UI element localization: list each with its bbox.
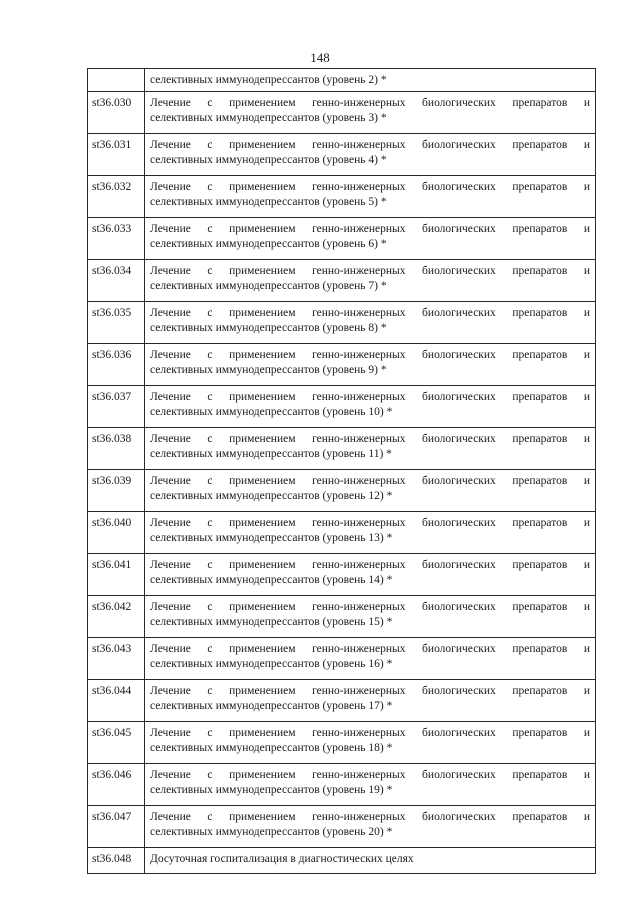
table-row bbox=[88, 218, 596, 260]
description-text: селективных иммунодепрессантов (уровень 5) * bbox=[150, 196, 387, 208]
description-text: Лечение с применением генно-инженерных биологических препаратов и bbox=[150, 265, 590, 277]
code-cell: st36.047 bbox=[88, 806, 145, 848]
table-row bbox=[88, 554, 596, 596]
tariff-table-body bbox=[88, 69, 596, 874]
table-row bbox=[88, 134, 596, 176]
table-row bbox=[88, 596, 596, 638]
description-text: Лечение с применением генно-инженерных биологических препаратов и bbox=[150, 307, 590, 319]
table-row bbox=[88, 764, 596, 806]
description-cell bbox=[145, 764, 596, 806]
table-row bbox=[88, 512, 596, 554]
description-text: Лечение с применением генно-инженерных биологических препаратов и bbox=[150, 475, 590, 487]
code-cell: st36.036 bbox=[88, 344, 145, 386]
table-row bbox=[88, 680, 596, 722]
description-text: селективных иммунодепрессантов (уровень 4) * bbox=[150, 154, 387, 166]
table-row bbox=[88, 638, 596, 680]
table-row bbox=[88, 92, 596, 134]
description-text: селективных иммунодепрессантов (уровень 9) * bbox=[150, 364, 387, 376]
description-text: селективных иммунодепрессантов (уровень 11) * bbox=[150, 448, 392, 460]
code-cell: st36.045 bbox=[88, 722, 145, 764]
code-cell: st36.031 bbox=[88, 134, 145, 176]
description-cell bbox=[145, 806, 596, 848]
code-cell: st36.037 bbox=[88, 386, 145, 428]
description-text: Лечение с применением генно-инженерных биологических препаратов и bbox=[150, 811, 590, 823]
description-text: Лечение с применением генно-инженерных биологических препаратов и bbox=[150, 223, 590, 235]
description-text: селективных иммунодепрессантов (уровень 17) * bbox=[150, 700, 393, 712]
description-cell bbox=[145, 260, 596, 302]
description-cell bbox=[145, 69, 596, 92]
description-text: селективных иммунодепрессантов (уровень 7) * bbox=[150, 280, 387, 292]
description-text: Лечение с применением генно-инженерных биологических препаратов и bbox=[150, 433, 590, 445]
page-number: 148 bbox=[310, 50, 330, 65]
code-cell: st36.039 bbox=[88, 470, 145, 512]
table-row bbox=[88, 848, 596, 874]
description-cell bbox=[145, 428, 596, 470]
code-cell: st36.033 bbox=[88, 218, 145, 260]
description-text: селективных иммунодепрессантов (уровень 18) * bbox=[150, 742, 393, 754]
table-row bbox=[88, 470, 596, 512]
description-cell bbox=[145, 512, 596, 554]
code-cell: st36.035 bbox=[88, 302, 145, 344]
code-cell: st36.034 bbox=[88, 260, 145, 302]
code-cell: st36.044 bbox=[88, 680, 145, 722]
description-cell bbox=[145, 554, 596, 596]
description-text: селективных иммунодепрессантов (уровень 8) * bbox=[150, 322, 387, 334]
description-cell bbox=[145, 218, 596, 260]
description-text: селективных иммунодепрессантов (уровень 3) * bbox=[150, 112, 387, 124]
description-text: Лечение с применением генно-инженерных биологических препаратов и bbox=[150, 139, 590, 151]
code-cell: st36.040 bbox=[88, 512, 145, 554]
description-text: Лечение с применением генно-инженерных биологических препаратов и bbox=[150, 601, 590, 613]
description-cell bbox=[145, 302, 596, 344]
description-cell bbox=[145, 386, 596, 428]
table-row bbox=[88, 69, 596, 92]
code-cell: st36.032 bbox=[88, 176, 145, 218]
table-row bbox=[88, 386, 596, 428]
description-cell bbox=[145, 134, 596, 176]
description-cell bbox=[145, 638, 596, 680]
description-text: Досуточная госпитализация в диагностических целях bbox=[150, 853, 414, 865]
description-text: селективных иммунодепрессантов (уровень 16) * bbox=[150, 658, 393, 670]
description-text: Лечение с применением генно-инженерных биологических препаратов и bbox=[150, 349, 590, 361]
description-cell bbox=[145, 92, 596, 134]
table-row bbox=[88, 302, 596, 344]
description-cell bbox=[145, 680, 596, 722]
description-text: Лечение с применением генно-инженерных биологических препаратов и bbox=[150, 517, 590, 529]
description-cell bbox=[145, 176, 596, 218]
description-text: селективных иммунодепрессантов (уровень 10) * bbox=[150, 406, 393, 418]
table-row bbox=[88, 428, 596, 470]
description-text: Лечение с применением генно-инженерных биологических препаратов и bbox=[150, 181, 590, 193]
code-cell: st36.043 bbox=[88, 638, 145, 680]
description-text: Лечение с применением генно-инженерных биологических препаратов и bbox=[150, 769, 590, 781]
description-text: селективных иммунодепрессантов (уровень 14) * bbox=[150, 574, 393, 586]
code-cell: st36.048 bbox=[88, 848, 145, 874]
description-text: селективных иммунодепрессантов (уровень 15) * bbox=[150, 616, 393, 628]
description-text: селективных иммунодепрессантов (уровень 19) * bbox=[150, 784, 393, 796]
code-cell: st36.038 bbox=[88, 428, 145, 470]
description-cell bbox=[145, 470, 596, 512]
table-row bbox=[88, 260, 596, 302]
table-row bbox=[88, 806, 596, 848]
description-text: Лечение с применением генно-инженерных биологических препаратов и bbox=[150, 97, 590, 109]
table-row bbox=[88, 722, 596, 764]
table-row bbox=[88, 344, 596, 386]
code-cell: st36.041 bbox=[88, 554, 145, 596]
description-cell bbox=[145, 344, 596, 386]
description-cell bbox=[145, 596, 596, 638]
description-text: Лечение с применением генно-инженерных биологических препаратов и bbox=[150, 685, 590, 697]
table-row bbox=[88, 176, 596, 218]
description-text: селективных иммунодепрессантов (уровень 12) * bbox=[150, 490, 393, 502]
description-text: селективных иммунодепрессантов (уровень 6) * bbox=[150, 238, 387, 250]
description-text: селективных иммунодепрессантов (уровень 2) * bbox=[150, 74, 387, 86]
description-cell bbox=[145, 848, 596, 874]
code-cell bbox=[88, 69, 145, 92]
description-text: селективных иммунодепрессантов (уровень 20) * bbox=[150, 826, 393, 838]
description-cell bbox=[145, 722, 596, 764]
description-text: селективных иммунодепрессантов (уровень 13) * bbox=[150, 532, 393, 544]
code-cell: st36.030 bbox=[88, 92, 145, 134]
description-text: Лечение с применением генно-инженерных биологических препаратов и bbox=[150, 559, 590, 571]
code-cell: st36.046 bbox=[88, 764, 145, 806]
tariff-table bbox=[87, 68, 596, 874]
description-text: Лечение с применением генно-инженерных биологических препаратов и bbox=[150, 643, 590, 655]
code-cell: st36.042 bbox=[88, 596, 145, 638]
description-text: Лечение с применением генно-инженерных биологических препаратов и bbox=[150, 727, 590, 739]
description-text: Лечение с применением генно-инженерных биологических препаратов и bbox=[150, 391, 590, 403]
